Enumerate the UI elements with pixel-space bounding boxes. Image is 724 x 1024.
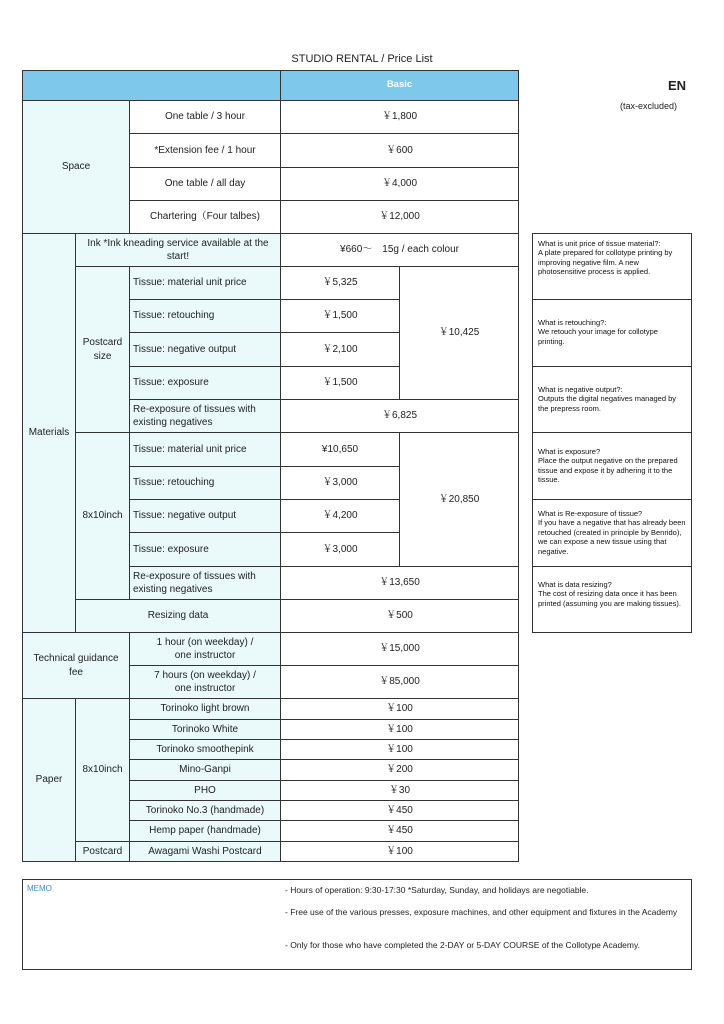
paper-item: Torinoko No.3 (handmade) bbox=[129, 800, 281, 821]
paper-item: Mino-Ganpi bbox=[129, 759, 281, 781]
memo-label: MEMO bbox=[27, 884, 52, 893]
paper-label: Paper bbox=[22, 698, 76, 862]
memo-line: - Hours of operation: 9:30-17:30 *Saturday, Sunday, and holidays are negotiable. bbox=[285, 885, 589, 895]
space-price: ￥1,800 bbox=[280, 100, 519, 134]
space-price: ￥4,000 bbox=[280, 167, 519, 201]
ink-price: ¥660～ 15g / each colour bbox=[280, 233, 519, 267]
note-answer: If you have a negative that has already been retouched (created in principle by Benrido), we can expose a new tissue using that negative. bbox=[538, 518, 686, 556]
material-price: ￥3,000 bbox=[280, 532, 400, 567]
note-exposure bbox=[532, 432, 692, 500]
reexposure-price: ￥6,825 bbox=[280, 399, 519, 433]
material-item: Tissue: negative output bbox=[129, 499, 281, 533]
material-price: ￥4,200 bbox=[280, 499, 400, 533]
language-label: EN bbox=[668, 78, 687, 93]
material-price: ￥1,500 bbox=[280, 366, 400, 400]
material-price: ￥3,000 bbox=[280, 466, 400, 500]
paper-item: Torinoko White bbox=[129, 719, 281, 740]
guidance-item: 1 hour (on weekday) / one instructor bbox=[129, 632, 281, 666]
paper-price: ￥30 bbox=[280, 780, 519, 801]
paper-item: Awagami Washi Postcard bbox=[129, 841, 281, 862]
paper-price: ￥100 bbox=[280, 719, 519, 740]
paper-item: PHO bbox=[129, 780, 281, 801]
space-item: *Extension fee / 1 hour bbox=[129, 133, 281, 168]
paper-price: ￥450 bbox=[280, 800, 519, 821]
paper-price: ￥200 bbox=[280, 759, 519, 781]
paper-price: ￥100 bbox=[280, 841, 519, 862]
note-question: What is negative output?: bbox=[538, 385, 623, 394]
page-title: STUDIO RENTAL / Price List bbox=[291, 53, 433, 65]
postcard-total-price: ￥10,425 bbox=[399, 266, 519, 400]
guidance-price: ￥15,000 bbox=[280, 632, 519, 666]
space-price: ￥600 bbox=[280, 133, 519, 168]
note-question: What is Re-exposure of tissue? bbox=[538, 509, 643, 518]
material-item: Tissue: retouching bbox=[129, 466, 281, 500]
material-item: Tissue: exposure bbox=[129, 532, 281, 567]
materials-label: Materials bbox=[22, 233, 76, 633]
memo-line: - Only for those who have completed the 2-DAY or 5-DAY COURSE of the Collotype Academy. bbox=[285, 940, 640, 950]
postcard-size-label: Postcard size bbox=[75, 266, 130, 433]
material-item: Tissue: material unit price bbox=[129, 266, 281, 300]
resizing-item: Resizing data bbox=[75, 599, 281, 633]
paper-postcard-label: Postcard bbox=[75, 841, 130, 862]
memo-box bbox=[22, 879, 692, 970]
paper-price: ￥450 bbox=[280, 820, 519, 842]
note-question: What is unit price of tissue material?: bbox=[538, 239, 661, 248]
space-item: One table / all day bbox=[129, 167, 281, 201]
guidance-label: Technical guidance fee bbox=[22, 632, 130, 699]
note-question: What is data resizing? bbox=[538, 580, 612, 589]
material-price: ¥10,650 bbox=[280, 432, 400, 467]
material-price: ￥5,325 bbox=[280, 266, 400, 300]
reexposure-item: Re-exposure of tissues with existing negatives bbox=[129, 566, 281, 600]
material-item: Tissue: material unit price bbox=[129, 432, 281, 467]
note-question: What is retouching?: bbox=[538, 318, 607, 327]
guidance-price: ￥85,000 bbox=[280, 665, 519, 699]
note-retouching bbox=[532, 299, 692, 367]
space-label: Space bbox=[22, 100, 130, 234]
space-item: Chartering（Four talbes) bbox=[129, 200, 281, 234]
paper-eight-ten-label: 8x10inch bbox=[75, 698, 130, 842]
note-answer: We retouch your image for collotype printing. bbox=[538, 327, 658, 346]
material-item: Tissue: exposure bbox=[129, 366, 281, 400]
material-item: Tissue: retouching bbox=[129, 299, 281, 333]
ink-item: Ink *Ink kneading service available at the start! bbox=[75, 233, 281, 267]
eight-ten-total-price: ￥20,850 bbox=[399, 432, 519, 567]
note-question: What is exposure? bbox=[538, 447, 601, 456]
material-item: Tissue: negative output bbox=[129, 332, 281, 367]
note-answer: The cost of resizing data once it has been printed (assuming you are making tissues). bbox=[538, 589, 681, 608]
material-price: ￥2,100 bbox=[280, 332, 400, 367]
reexposure-price: ￥13,650 bbox=[280, 566, 519, 600]
guidance-item: 7 hours (on weekday) / one instructor bbox=[129, 665, 281, 699]
note-answer: Place the output negative on the prepared tissue and expose it by adhering it to the tissue. bbox=[538, 456, 678, 485]
space-price: ￥12,000 bbox=[280, 200, 519, 234]
material-price: ￥1,500 bbox=[280, 299, 400, 333]
memo-line: - Free use of the various presses, exposure machines, and other equipment and fixtures in the Academy bbox=[285, 907, 678, 917]
paper-price: ￥100 bbox=[280, 739, 519, 760]
note-answer: Outputs the digital negatives managed by the prepress room. bbox=[538, 394, 677, 413]
paper-price: ￥100 bbox=[280, 698, 519, 720]
note-tissue-material bbox=[532, 233, 692, 300]
note-reexposure bbox=[532, 499, 692, 567]
paper-item: Torinoko light brown bbox=[129, 698, 281, 720]
paper-item: Hemp paper (handmade) bbox=[129, 820, 281, 842]
space-item: One table / 3 hour bbox=[129, 100, 281, 134]
tax-note: (tax-excluded) bbox=[620, 101, 678, 111]
note-negative-output bbox=[532, 366, 692, 433]
eight-ten-label: 8x10inch bbox=[75, 432, 130, 600]
paper-item: Torinoko smoothepink bbox=[129, 739, 281, 760]
reexposure-item: Re-exposure of tissues with existing negatives bbox=[129, 399, 281, 433]
note-resizing bbox=[532, 566, 692, 633]
note-answer: A plate prepared for collotype printing by improving negative film. A new photosensitive process is applied. bbox=[538, 248, 673, 277]
header-basic: Basic bbox=[280, 70, 519, 101]
header-blank bbox=[22, 70, 281, 101]
resizing-price: ￥500 bbox=[280, 599, 519, 633]
